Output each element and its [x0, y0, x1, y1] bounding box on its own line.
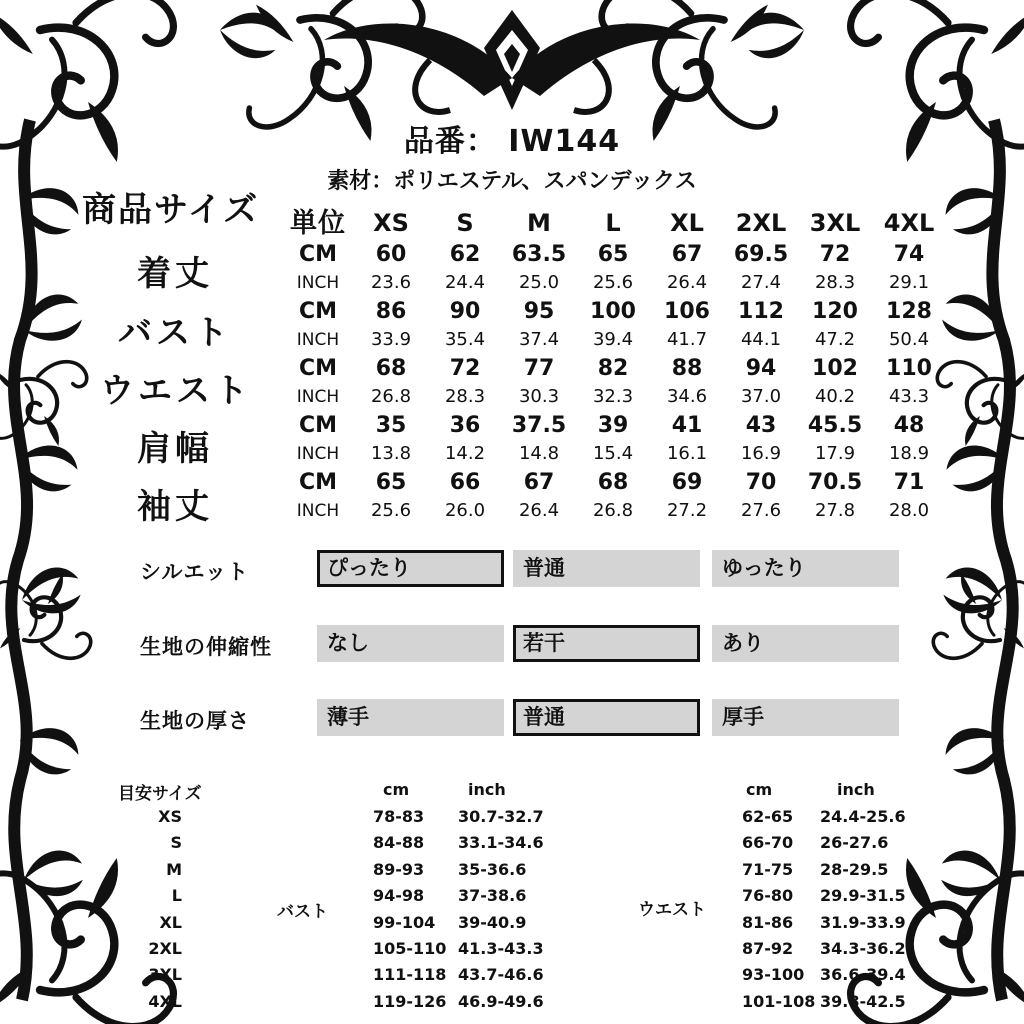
inch-value: 16.1: [666, 443, 708, 464]
waist-guide-label: ウエスト: [638, 900, 706, 920]
inch-value: 43.3: [888, 386, 930, 407]
inch-value: 15.4: [592, 443, 634, 464]
cm-value: 66: [449, 469, 481, 495]
inch-value: 28.0: [888, 500, 930, 521]
row-label-bust: バスト: [118, 313, 232, 353]
waist-cm-range: 101-108: [742, 992, 816, 1011]
row-label-waist: ウエスト: [100, 371, 252, 411]
waist-cm-range: 66-70: [742, 833, 794, 852]
size-chart-body: [282, 239, 946, 524]
inch-value: 47.2: [814, 329, 856, 350]
waist-inch-range: 31.9-33.9: [820, 913, 906, 932]
cm-unit-label: CM: [298, 241, 338, 267]
fabric-option: 普通: [513, 550, 700, 587]
waist-cm-range: 76-80: [742, 886, 794, 905]
size-guide-heading: 目安サイズ: [118, 784, 202, 804]
fabric-option: あり: [712, 625, 899, 662]
cm-value: 68: [375, 355, 407, 381]
size-chart-heading: 商品サイズ: [82, 190, 260, 230]
inch-value: 33.9: [370, 329, 412, 350]
inch-row: [282, 270, 946, 296]
inch-value: 13.8: [370, 443, 412, 464]
cm-value: 72: [819, 241, 851, 267]
waist-inch-range: 28-29.5: [820, 860, 889, 879]
bust-guide-label: バスト: [277, 902, 328, 922]
cm-value: 43: [745, 412, 777, 438]
cm-value: 65: [375, 469, 407, 495]
inch-value: 25.6: [592, 272, 634, 293]
cm-unit-label: CM: [298, 412, 338, 438]
inch-value: 14.2: [444, 443, 486, 464]
inch-value: 40.2: [814, 386, 856, 407]
cm-value: 71: [893, 469, 925, 495]
inch-value: 27.8: [814, 500, 856, 521]
cm-row: [282, 239, 946, 270]
inch-unit-label: INCH: [296, 386, 340, 407]
bust-cm-range: 99-104: [373, 913, 436, 932]
inch-value: 28.3: [814, 272, 856, 293]
cm-value: 74: [893, 241, 925, 267]
inch-value: 27.4: [740, 272, 782, 293]
cm-value: 95: [523, 298, 555, 324]
cm-value: 120: [812, 298, 858, 324]
guide-size-label: 2XL: [148, 939, 182, 958]
waist-inch-range: 39.8-42.5: [820, 992, 906, 1011]
cm-row: [282, 410, 946, 441]
waist-inch-range: 26-27.6: [820, 833, 889, 852]
cm-value: 62: [449, 241, 481, 267]
inch-value: 37.4: [518, 329, 560, 350]
inch-value: 16.9: [740, 443, 782, 464]
cm-value: 102: [812, 355, 858, 381]
row-label-length: 着丈: [137, 254, 213, 294]
size-header-cell: 4XL: [883, 209, 935, 237]
waist-inch-range: 36.6-39.4: [820, 965, 906, 984]
size-header-cell: M: [527, 209, 551, 237]
inch-value: 23.6: [370, 272, 412, 293]
inch-row: [282, 327, 946, 353]
size-header-cell: 3XL: [809, 209, 861, 237]
row-label-shoulder: 肩幅: [137, 429, 213, 469]
fabric-option-selected: 若干: [513, 625, 700, 662]
cm-unit-label: CM: [298, 355, 338, 381]
waist-cm-range: 71-75: [742, 860, 794, 879]
product-number: 品番： IW144: [403, 124, 621, 159]
cm-value: 60: [375, 241, 407, 267]
cm-value: 65: [597, 241, 629, 267]
inch-value: 26.0: [444, 500, 486, 521]
unit-header: 単位: [290, 207, 346, 239]
inch-unit-label: INCH: [296, 329, 340, 350]
bust-inch-range: 30.7-32.7: [458, 807, 544, 826]
cm-value: 63.5: [511, 241, 567, 267]
bust-inch-range: 43.7-46.6: [458, 965, 544, 984]
inch-value: 24.4: [444, 272, 486, 293]
bust-cm-range: 78-83: [373, 807, 425, 826]
cm-value: 35: [375, 412, 407, 438]
bust-cm-range: 84-88: [373, 833, 425, 852]
inch-value: 26.8: [370, 386, 412, 407]
size-header-cell: 2XL: [735, 209, 787, 237]
waist-cm-range: 93-100: [742, 965, 805, 984]
bust-inch-range: 35-36.6: [458, 860, 527, 879]
fabric-option: 薄手: [317, 699, 504, 736]
inch-row: [282, 498, 946, 524]
cm-value: 39: [597, 412, 629, 438]
waist-inch-range: 29.9-31.5: [820, 886, 906, 905]
frame-top-crest: [324, 10, 700, 112]
cm-row: [282, 296, 946, 327]
fabric-option-selected: 普通: [513, 699, 700, 736]
fabric-factor-label: シルエット: [140, 560, 250, 584]
frame-right-border: [933, 120, 1024, 1000]
waist-cm-range: 62-65: [742, 807, 794, 826]
inch-value: 50.4: [888, 329, 930, 350]
waist-cm-range: 81-86: [742, 913, 794, 932]
cm-value: 72: [449, 355, 481, 381]
waist-col-cm: cm: [746, 780, 773, 799]
waist-inch-range: 24.4-25.6: [820, 807, 906, 826]
guide-size-label: L: [171, 886, 182, 905]
inch-row: [282, 384, 946, 410]
inch-value: 34.6: [666, 386, 708, 407]
cm-value: 88: [671, 355, 703, 381]
inch-value: 28.3: [444, 386, 486, 407]
fabric-factor-label: 生地の伸縮性: [140, 635, 272, 659]
cm-value: 36: [449, 412, 481, 438]
cm-value: 45.5: [807, 412, 863, 438]
inch-value: 44.1: [740, 329, 782, 350]
cm-value: 90: [449, 298, 481, 324]
inch-value: 35.4: [444, 329, 486, 350]
cm-value: 69: [671, 469, 703, 495]
cm-value: 100: [590, 298, 636, 324]
guide-size-label: S: [170, 833, 182, 852]
bust-inch-range: 39-40.9: [458, 913, 527, 932]
fabric-option-selected: ぴったり: [317, 550, 504, 587]
bust-col-cm: cm: [383, 780, 410, 799]
inch-value: 25.6: [370, 500, 412, 521]
size-chart-table: [282, 207, 946, 524]
inch-value: 25.0: [518, 272, 560, 293]
cm-unit-label: CM: [298, 469, 338, 495]
inch-value: 17.9: [814, 443, 856, 464]
inch-value: 27.6: [740, 500, 782, 521]
bust-inch-range: 41.3-43.3: [458, 939, 544, 958]
waist-inch-range: 34.3-36.2: [820, 939, 906, 958]
bust-cm-range: 119-126: [373, 992, 447, 1011]
size-header-row: [282, 207, 946, 239]
cm-value: 86: [375, 298, 407, 324]
inch-value: 32.3: [592, 386, 634, 407]
inch-value: 27.2: [666, 500, 708, 521]
cm-value: 70: [745, 469, 777, 495]
bust-inch-range: 46.9-49.6: [458, 992, 544, 1011]
guide-size-label: M: [166, 860, 182, 879]
bust-cm-range: 94-98: [373, 886, 425, 905]
cm-value: 67: [671, 241, 703, 267]
cm-row: [282, 353, 946, 384]
inch-unit-label: INCH: [296, 500, 340, 521]
material-text: 素材：ポリエステル、スパンデックス: [327, 169, 697, 194]
bust-cm-range: 111-118: [373, 965, 447, 984]
size-header-cell: L: [605, 209, 621, 237]
size-header-cell: S: [456, 209, 474, 237]
guide-size-label: 4XL: [148, 992, 182, 1011]
inch-value: 26.4: [666, 272, 708, 293]
inch-value: 39.4: [592, 329, 634, 350]
cm-value: 70.5: [807, 469, 863, 495]
inch-value: 26.8: [592, 500, 634, 521]
bust-cm-range: 89-93: [373, 860, 425, 879]
guide-size-label: XS: [158, 807, 182, 826]
inch-value: 30.3: [518, 386, 560, 407]
inch-value: 37.0: [740, 386, 782, 407]
fabric-option: なし: [317, 625, 504, 662]
cm-value: 68: [597, 469, 629, 495]
cm-value: 106: [664, 298, 710, 324]
fabric-factor-label: 生地の厚さ: [140, 709, 250, 733]
inch-value: 14.8: [518, 443, 560, 464]
cm-value: 94: [745, 355, 777, 381]
bust-cm-range: 105-110: [373, 939, 447, 958]
cm-value: 41: [671, 412, 703, 438]
cm-value: 37.5: [511, 412, 567, 438]
guide-size-label: 3XL: [148, 965, 182, 984]
fabric-option: ゆったり: [712, 550, 899, 587]
cm-value: 67: [523, 469, 555, 495]
fabric-option: 厚手: [712, 699, 899, 736]
frame-left-border: [0, 120, 91, 1000]
inch-value: 18.9: [888, 443, 930, 464]
row-label-sleeve: 袖丈: [137, 487, 213, 527]
cm-value: 112: [738, 298, 784, 324]
cm-value: 128: [886, 298, 932, 324]
cm-row: [282, 467, 946, 498]
inch-value: 29.1: [888, 272, 930, 293]
cm-value: 48: [893, 412, 925, 438]
cm-unit-label: CM: [298, 298, 338, 324]
bust-inch-range: 37-38.6: [458, 886, 527, 905]
waist-col-inch: inch: [837, 780, 875, 799]
bust-inch-range: 33.1-34.6: [458, 833, 544, 852]
size-header-cell: XL: [670, 209, 704, 237]
inch-value: 26.4: [518, 500, 560, 521]
cm-value: 82: [597, 355, 629, 381]
cm-value: 69.5: [733, 241, 789, 267]
inch-unit-label: INCH: [296, 272, 340, 293]
bust-col-inch: inch: [468, 780, 506, 799]
waist-cm-range: 87-92: [742, 939, 794, 958]
cm-value: 110: [886, 355, 932, 381]
inch-row: [282, 441, 946, 467]
inch-unit-label: INCH: [296, 443, 340, 464]
guide-size-label: XL: [159, 913, 182, 932]
inch-value: 41.7: [666, 329, 708, 350]
cm-value: 77: [523, 355, 555, 381]
size-header-cell: XS: [373, 209, 409, 237]
